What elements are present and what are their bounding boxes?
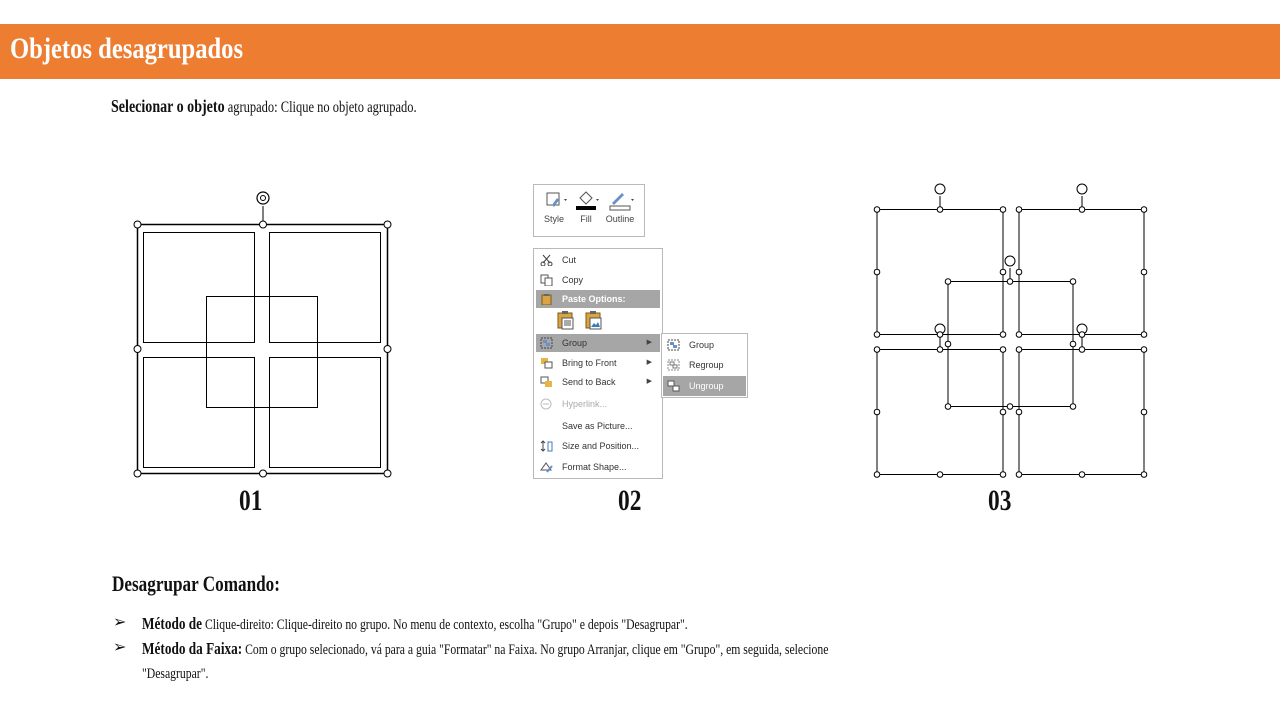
outline-pen-icon xyxy=(604,189,636,211)
rotate-handle-icon[interactable] xyxy=(257,192,269,204)
bullet-1-bold: Método de xyxy=(142,614,203,633)
bullet-1-text: Clique-direito: Clique-direito no grupo. No menu de contexto, escolha "Grupo" e depois "Desagrupar". xyxy=(202,617,688,633)
figure-label-01: 01 xyxy=(239,484,263,517)
arrow-bullet-icon: ➢ xyxy=(113,637,127,656)
menu-item-cut[interactable]: Cut xyxy=(536,251,660,269)
submenu-item-ungroup[interactable]: Ungroup xyxy=(663,376,746,396)
title-bar xyxy=(0,24,1280,79)
mini-toolbar xyxy=(533,184,645,237)
figure-label-03: 03 xyxy=(988,484,1012,517)
square-center xyxy=(207,297,318,408)
submenu-arrow-icon: ▶ xyxy=(646,359,652,366)
group-icon xyxy=(667,339,680,351)
grouped-object-figure[interactable] xyxy=(128,186,398,486)
square-bottom-left xyxy=(144,358,255,468)
menu-item-send-to-back[interactable]: Send to Back ▶ xyxy=(536,373,660,391)
paste-option-buttons xyxy=(556,310,616,332)
square-top-left xyxy=(877,210,1003,335)
group-submenu xyxy=(661,333,748,398)
size-position-icon xyxy=(540,440,553,452)
fill-button[interactable] xyxy=(570,189,602,224)
hyperlink-icon xyxy=(540,398,553,410)
submenu-arrow-icon: ▶ xyxy=(646,339,652,346)
style-label: Style xyxy=(543,214,564,224)
style-button[interactable] xyxy=(538,189,570,224)
arrow-bullet-icon: ➢ xyxy=(113,612,127,631)
submenu-item-regroup[interactable]: Regroup xyxy=(663,355,746,375)
rotate-handle-icons[interactable] xyxy=(935,184,1087,334)
bullet-2-text-line2: "Desagrupar". xyxy=(142,666,209,682)
intro-body: agrupado: Clique no objeto agrupado. xyxy=(224,99,417,116)
fill-bucket-icon xyxy=(570,189,602,211)
square-top-right xyxy=(1019,210,1144,335)
square-bottom-right xyxy=(270,358,381,468)
submenu-arrow-icon: ▶ xyxy=(646,378,652,385)
scissors-icon xyxy=(540,254,553,266)
resize-handles[interactable] xyxy=(874,207,1147,478)
square-top-left xyxy=(144,233,255,343)
send-to-back-icon xyxy=(540,376,553,388)
bullet-2-bold: Método da Faixa: xyxy=(142,639,243,658)
square-bottom-right xyxy=(1019,350,1144,475)
context-menu xyxy=(533,248,663,479)
style-icon xyxy=(538,189,570,211)
regroup-icon xyxy=(667,359,680,371)
fill-label: Fill xyxy=(580,214,592,224)
copy-icon xyxy=(540,274,553,286)
bring-to-front-icon xyxy=(540,357,553,369)
square-top-right xyxy=(270,233,381,343)
submenu-item-group[interactable]: Group xyxy=(663,335,746,355)
square-center xyxy=(948,282,1073,407)
menu-item-format-shape[interactable]: Format Shape... xyxy=(536,458,660,476)
menu-item-group[interactable]: Group ▶ xyxy=(536,334,660,352)
outline-label: Outline xyxy=(605,214,635,224)
paste-options-header: Paste Options: xyxy=(536,290,660,308)
paste-keep-icon[interactable] xyxy=(556,310,576,330)
resize-handles[interactable] xyxy=(134,221,391,477)
menu-item-copy[interactable]: Copy xyxy=(536,271,660,289)
group-icon xyxy=(540,337,553,349)
bullet-2-text: Com o grupo selecionado, vá para a guia "Formatar" na Faixa. No grupo Arranjar, clique em "Grupo", em seguida, selecione xyxy=(242,642,829,658)
clipboard-icon xyxy=(540,293,553,305)
outline-button[interactable] xyxy=(604,189,636,224)
ungroup-icon xyxy=(667,380,680,392)
intro-text xyxy=(111,96,503,117)
section-heading: Desagrupar Comando: xyxy=(112,571,280,596)
group-bounding-box xyxy=(138,225,388,474)
menu-item-bring-to-front[interactable]: Bring to Front ▶ xyxy=(536,354,660,372)
menu-item-hyperlink[interactable]: Hyperlink... xyxy=(536,395,660,413)
slide-title: Objetos desagrupados xyxy=(10,32,244,65)
paste-picture-icon[interactable] xyxy=(584,310,604,330)
bullet-ribbon-method xyxy=(113,637,1013,687)
intro-bold: Selecionar o objeto xyxy=(111,96,225,116)
square-bottom-left xyxy=(877,350,1003,475)
menu-item-save-as-picture[interactable]: Save as Picture... xyxy=(562,421,633,431)
figure-label-02: 02 xyxy=(618,484,642,517)
format-shape-icon xyxy=(540,461,553,473)
ungrouped-objects-figure[interactable] xyxy=(866,180,1156,485)
menu-item-size-and-position[interactable]: Size and Position... xyxy=(536,437,660,455)
